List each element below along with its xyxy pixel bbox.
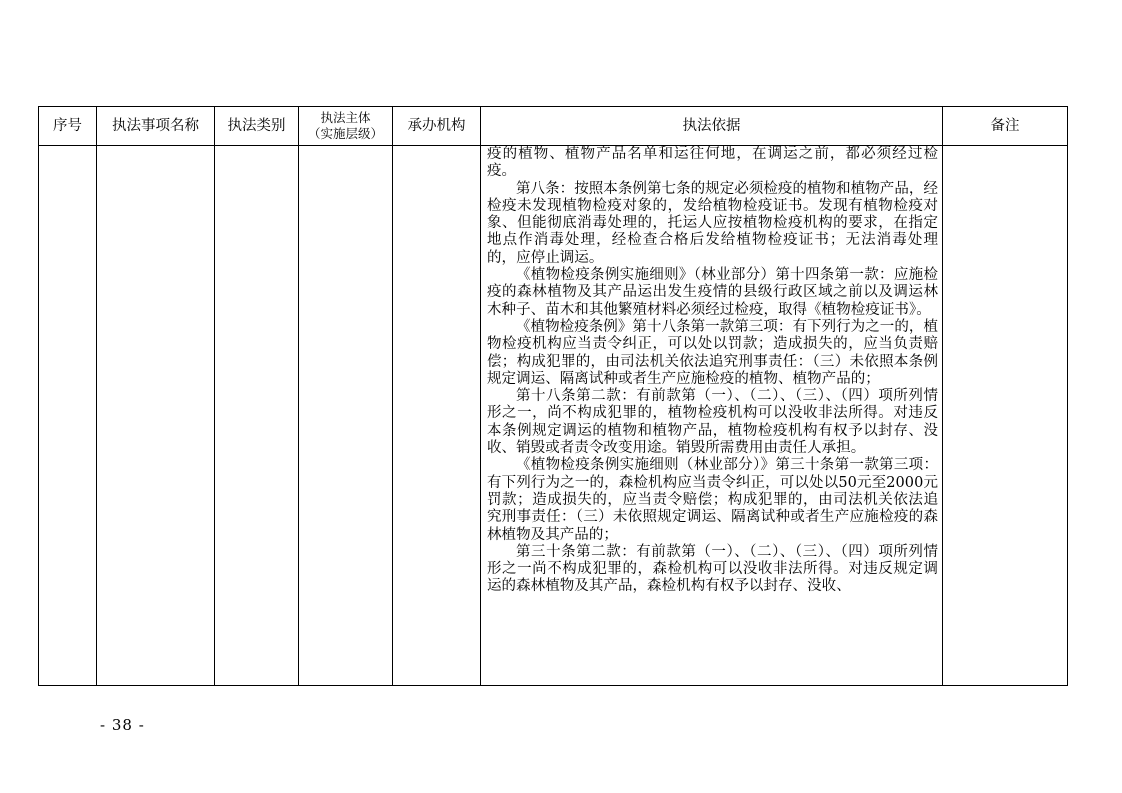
basis-paragraph: 第十八条第二款：有前款第（一）、（二）、（三）、（四）项所列情形之一，尚不构成犯罪的，植物检疫机构可以没收非法所得。对违反本条例规定调运的植物和植物产品，植物检疫机构有权予以封存、没收、销毁或者责令改变用途。销毁所需费用由责任人承担。 (487, 388, 938, 457)
cell-subject (299, 146, 393, 686)
header-subject-line1: 执法主体 (320, 110, 371, 125)
basis-paragraph: 第八条：按照本条例第七条的规定必须检疫的植物和植物产品，经检疫未发现植物检疫对象的，发给植物检疫证书。发现有植物检疫对象、但能彻底消毒处理的，托运人应按植物检疫机构的要求，在指定地点作消毒处理，经检查合格后发给植物检疫证书；无法消毒处理的，应停止调运。 (487, 180, 938, 266)
cell-category (215, 146, 299, 686)
page-number: - 38 - (100, 716, 145, 734)
cell-agency (393, 146, 481, 686)
header-agency: 承办机构 (393, 107, 481, 146)
header-subject-line2: （实施层级） (307, 126, 383, 141)
header-remark: 备注 (943, 107, 1068, 146)
basis-paragraph: 《植物检疫条例实施细则》（林业部分）第十四条第一款：应施检疫的森林植物及其产品运出发生疫情的县级行政区域之前以及调运林木种子、苗木和其他繁殖材料必须经过检疫，取得《植物检疫证书》。 (487, 267, 938, 318)
cell-item-name (97, 146, 215, 686)
basis-paragraph: 《植物检疫条例实施细则（林业部分）》第三十条第一款第三项：有下列行为之一的，森检机构应当责令纠正，可以处以50元至2000元罚款；造成损失的，应当责令赔偿；构成犯罪的，由司法机关依法追究刑事责任：（三）未依照规定调运、隔离试种或者生产应施检疫的森林植物及其产品的； (487, 457, 938, 543)
basis-paragraph: 第三十条第二款：有前款第（一）、（二）、（三）、（四）项所列情形之一尚不构成犯罪的，森检机构可以没收非法所得。对违反规定调运的森林植物及其产品，森检机构有权予以封存、没收、 (487, 543, 938, 595)
header-row (39, 107, 1068, 146)
basis-paragraph: 《植物检疫条例》第十八条第一款第三项：有下列行为之一的，植物检疫机构应当责令纠正，可以处以罚款；造成损失的，应当负责赔偿；构成犯罪的，由司法机关依法追究刑事责任：（三）未依照本条例规定调运、隔离试种或者生产应施检疫的植物、植物产品的； (487, 318, 938, 387)
header-subject (299, 107, 393, 146)
cell-remark (943, 146, 1068, 686)
basis-paragraph: 疫的植物、植物产品名单和运往何地，在调运之前，都必须经过检疫。 (487, 146, 938, 180)
header-item-name: 执法事项名称 (97, 107, 215, 146)
enforcement-table (38, 106, 1068, 686)
table-row (39, 146, 1068, 686)
cell-seq (39, 146, 97, 686)
header-basis: 执法依据 (481, 107, 943, 146)
header-seq: 序号 (39, 107, 97, 146)
header-category: 执法类别 (215, 107, 299, 146)
cell-basis (481, 146, 943, 686)
